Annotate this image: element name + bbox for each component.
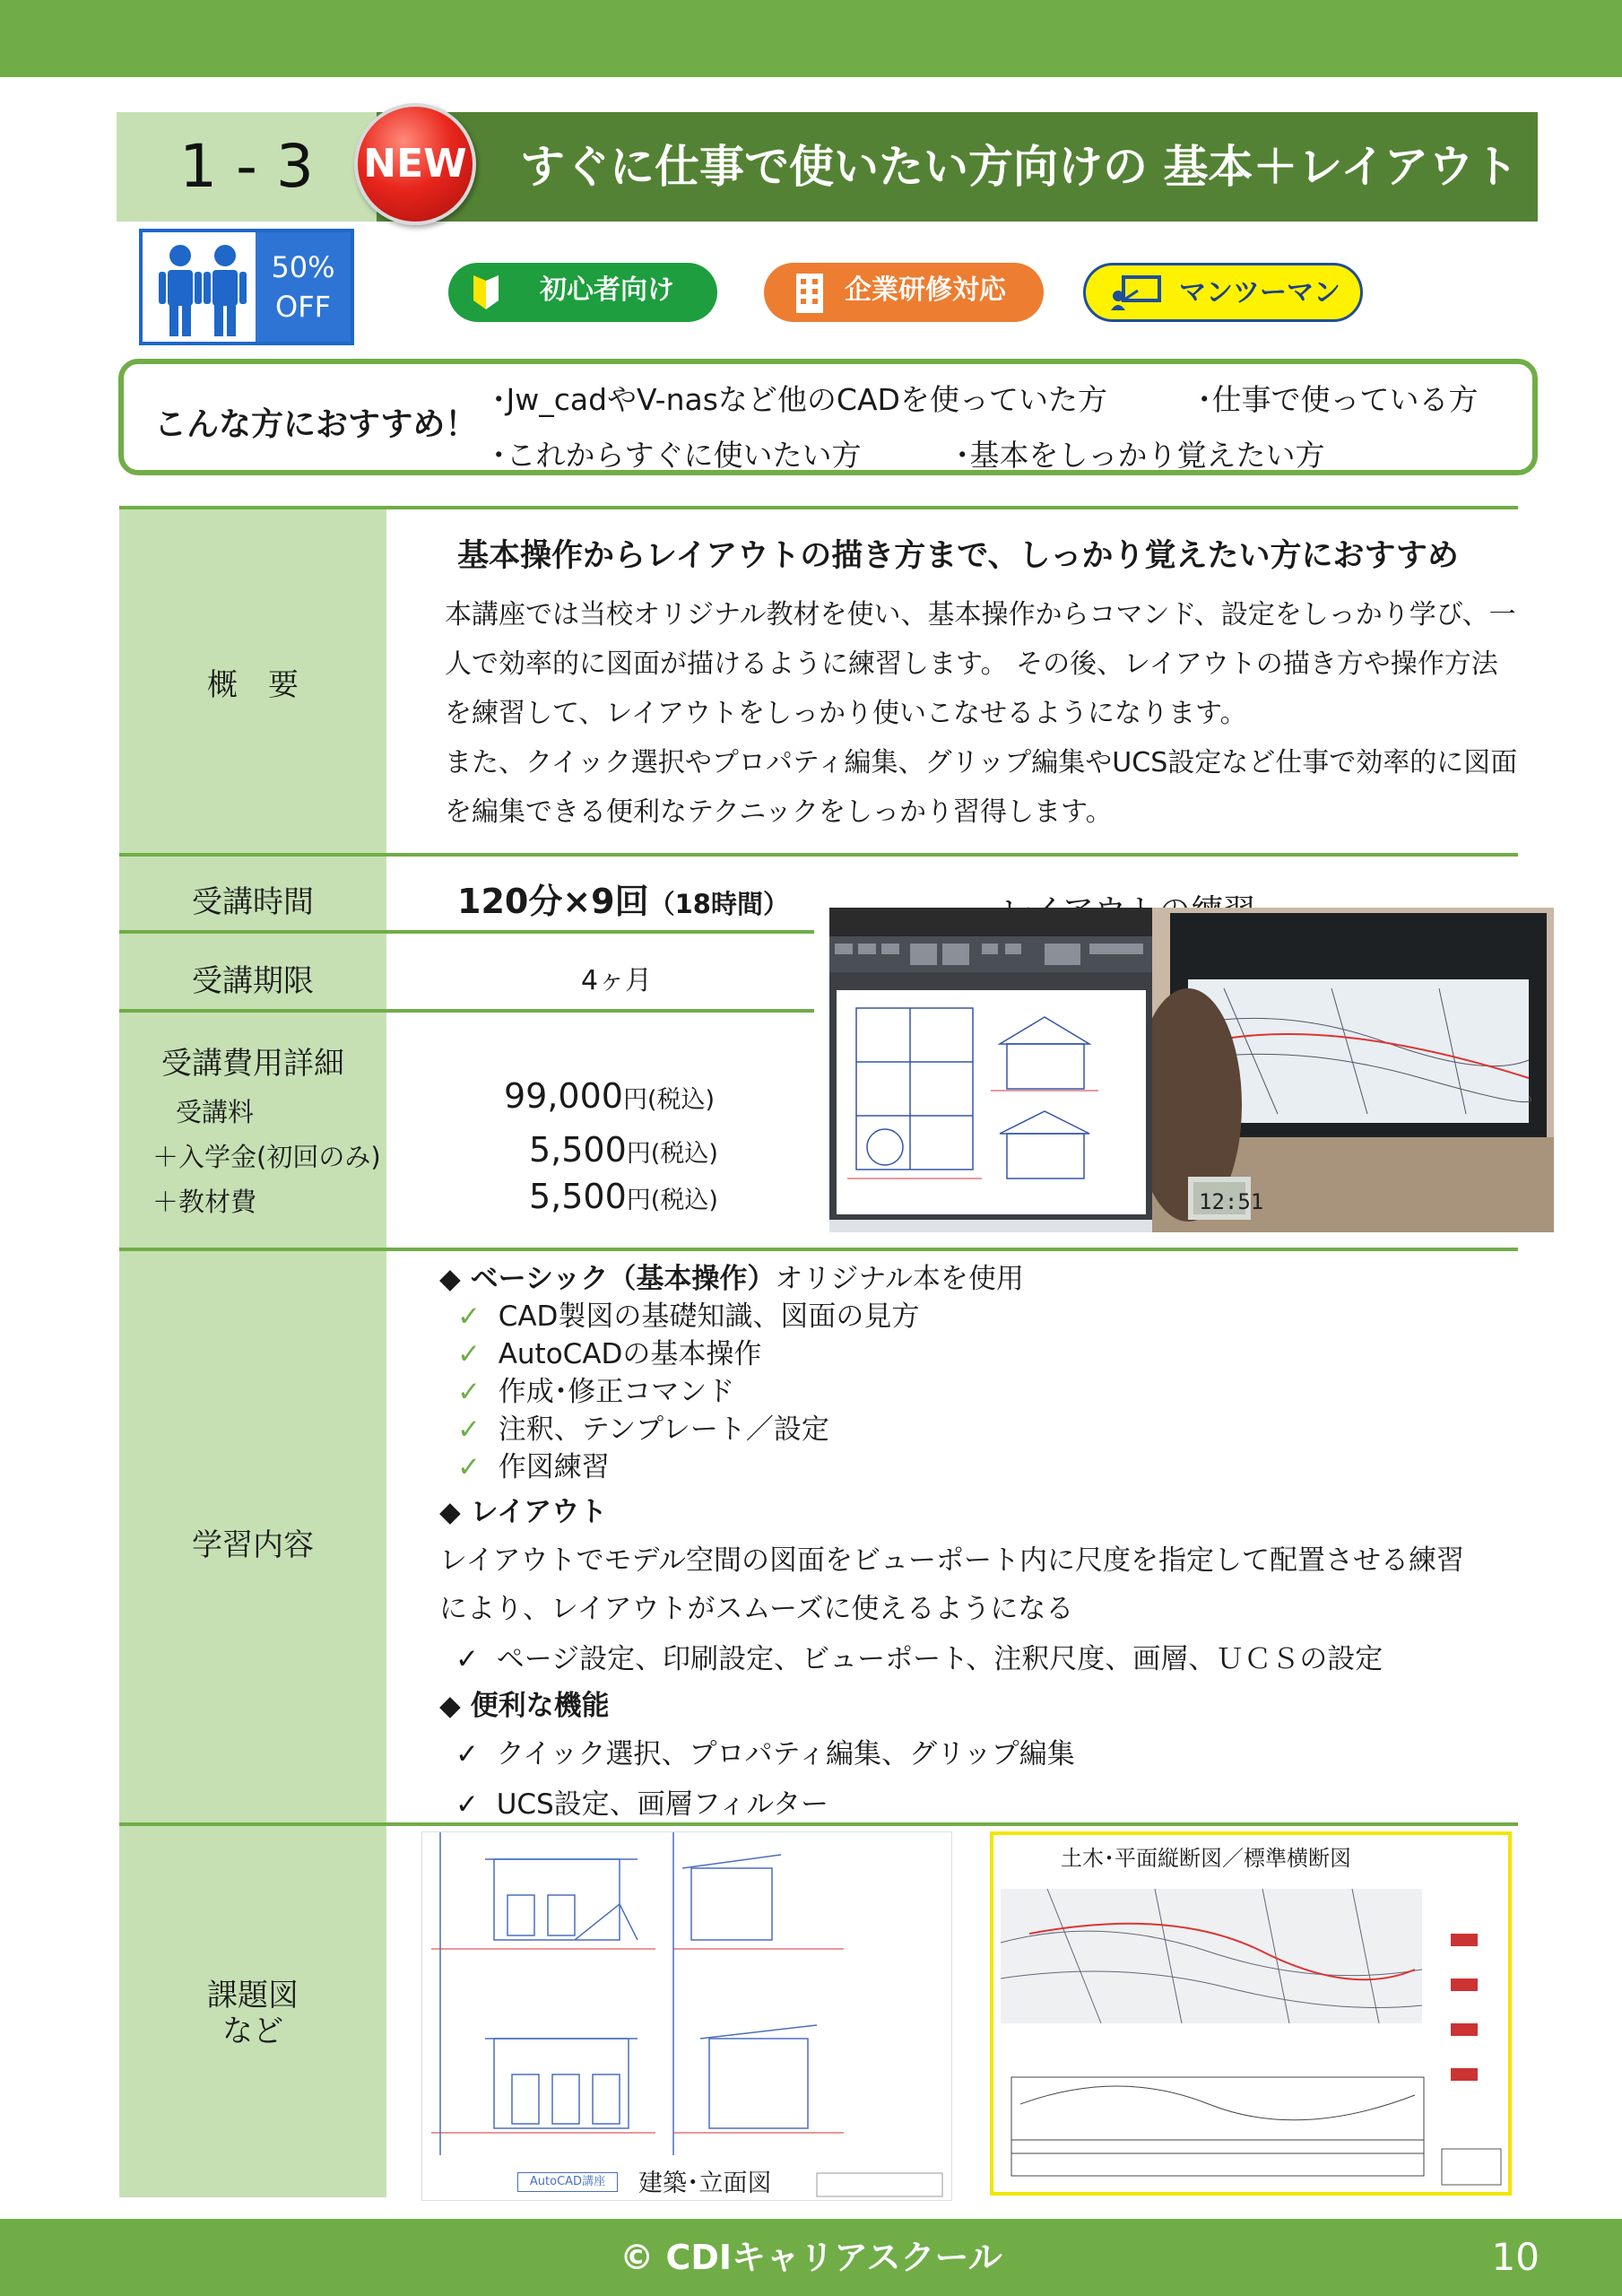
row-divider — [119, 1009, 814, 1013]
row-divider — [119, 853, 1518, 857]
fee-unit: 円(税込) — [626, 1140, 718, 1168]
teaching-board-icon — [1109, 274, 1163, 310]
tasks-label-line2: など — [222, 2013, 283, 2049]
civil-drawing-svg — [993, 1835, 1508, 2192]
course-title: すぐに仕事で使いたい方向けの 基本＋レイアウト — [520, 141, 1519, 193]
tag-mentor — [1083, 263, 1363, 322]
layout-photo — [829, 908, 1554, 1232]
top-band — [0, 0, 1622, 77]
monitor-photo-image — [1152, 908, 1554, 1232]
basic-title: ◆ ベーシック（基本操作） — [439, 1263, 776, 1295]
duration-label: 受講時間 — [192, 884, 314, 920]
row-divider — [119, 930, 814, 934]
beginner-mark-icon — [472, 275, 500, 309]
discount-label — [256, 248, 351, 326]
page-number: 10 — [1491, 2235, 1540, 2279]
overview-line: を編集できる便利なテクニックをしっかり習得します。 — [445, 796, 1113, 828]
period-label: 受講期限 — [192, 963, 314, 999]
course-number: 1 - 3 — [179, 132, 314, 201]
layout-item: ✓ ページ設定、印刷設定、ビューポート、注釈尺度、画層、ＵＣＳの設定 — [455, 1643, 1383, 1675]
fee-name: ＋教材費 — [152, 1187, 257, 1217]
discount-off: OFF — [275, 290, 331, 324]
new-badge-text: NEW — [363, 141, 467, 187]
basic-item: ✓ 作成･修正コマンド — [457, 1376, 735, 1408]
recommend-title: こんな方におすすめ！ — [154, 406, 478, 443]
building-icon — [794, 272, 825, 313]
duration-main: 120分×9回 — [457, 882, 649, 921]
overview-line: また、クイック選択やプロパティ編集、グリップ編集やUCS設定など仕事で効率的に図面 — [445, 747, 1518, 778]
people-icon — [143, 232, 259, 342]
func-item: ✓ UCS設定、画層フィルター — [455, 1788, 828, 1821]
overview-body — [445, 590, 1517, 837]
label-column-bg — [119, 508, 386, 2197]
duration-note: （18時間） — [648, 889, 789, 919]
overview-line: 本講座では当校オリジナル教材を使い、基本操作からコマンド、設定をしっかり学び、一 — [445, 599, 1516, 631]
tasks-label — [119, 1978, 386, 2049]
discount-percent: 50% — [271, 250, 335, 284]
study-label: 学習内容 — [192, 1527, 314, 1563]
row-divider — [119, 506, 1518, 509]
fee-unit: 円(税込) — [622, 1086, 716, 1114]
recommend-item: ･Jw_cadやV-nasなど他のCADを使っていた方 — [491, 382, 1107, 417]
fee-amount: 99,000 — [504, 1076, 623, 1116]
tag-mentor-label: マンツーマン — [1179, 277, 1340, 309]
row-divider — [119, 1248, 1518, 1251]
fee-amount: 5,500 — [529, 1177, 627, 1216]
study-content — [439, 1256, 1464, 1824]
recommend-item: ･基本をしっかり覚えたい方 — [955, 438, 1325, 473]
basic-item: ✓ AutoCADの基本操作 — [457, 1338, 762, 1370]
fee-amount-row — [504, 1076, 715, 1116]
basic-item: ✓ CAD製図の基礎知識、図面の見方 — [457, 1300, 920, 1333]
fee-name: ＋入学金(初回のみ) — [152, 1142, 381, 1172]
basic-item: ✓ 作図練習 — [457, 1451, 610, 1483]
elevation-drawing-svg — [422, 1832, 951, 2200]
fee-name: 受講料 — [176, 1097, 255, 1127]
duration-value — [457, 874, 789, 923]
recommend-item: ･仕事で使っている方 — [1197, 382, 1479, 417]
func-title: ◆ 便利な機能 — [439, 1690, 610, 1722]
footer-copyright: © CDIキャリアスクール — [620, 2238, 1002, 2277]
tag-corporate — [764, 263, 1044, 322]
tasks-label-line1: 課題図 — [207, 1978, 299, 2013]
func-item: ✓ クイック選択、プロパティ編集、グリップ編集 — [455, 1738, 1075, 1770]
overview-headline: 基本操作からレイアウトの描き方まで、しっかり覚えたい方におすすめ — [457, 538, 1459, 574]
civil-drawing-image — [990, 1831, 1512, 2196]
overview-label: 概 要 — [207, 667, 299, 703]
basic-suffix: オリジナル本を使用 — [775, 1263, 1024, 1295]
clock-readout: 12:51 — [1199, 1189, 1264, 1214]
elevation-drawings-image — [421, 1831, 952, 2201]
layout-title: ◆ レイアウト — [439, 1496, 608, 1528]
elevation-caption: 建築･立面図 — [638, 2170, 772, 2197]
basic-item: ✓ 注釈、テンプレート／設定 — [457, 1413, 829, 1446]
fee-amount-row — [529, 1130, 718, 1170]
basic-title-row — [439, 1256, 1464, 1293]
fees-label: 受講費用詳細 — [161, 1046, 344, 1082]
overview-line: を練習して、レイアウトをしっかり使いこなせるようになります。 — [445, 698, 1247, 729]
fee-amount: 5,500 — [529, 1130, 627, 1170]
autocad-tag: AutoCAD講座 — [517, 2172, 618, 2192]
civil-caption: 土木･平面縦断図／標準横断図 — [1061, 1846, 1351, 1871]
fee-unit: 円(税込) — [626, 1187, 718, 1214]
tag-beginner-label: 初心者向け — [540, 274, 674, 306]
tag-corporate-label: 企業研修対応 — [845, 274, 1006, 306]
recommend-item: ･これからすぐに使いたい方 — [491, 438, 862, 473]
layout-line: レイアウトでモデル空間の図面をビューポート内に尺度を指定して配置させる練習 — [439, 1544, 1464, 1577]
layout-line: により、レイアウトがスムーズに使えるようになる — [439, 1593, 1074, 1625]
overview-line: 人で効率的に図面が描けるように練習します。 その後、レイアウトの描き方や操作方法 — [445, 648, 1498, 680]
tag-beginner — [448, 263, 717, 322]
cad-screen-image — [829, 936, 1152, 1232]
fee-amount-row — [529, 1177, 718, 1216]
period-value: 4ヶ月 — [581, 965, 653, 996]
